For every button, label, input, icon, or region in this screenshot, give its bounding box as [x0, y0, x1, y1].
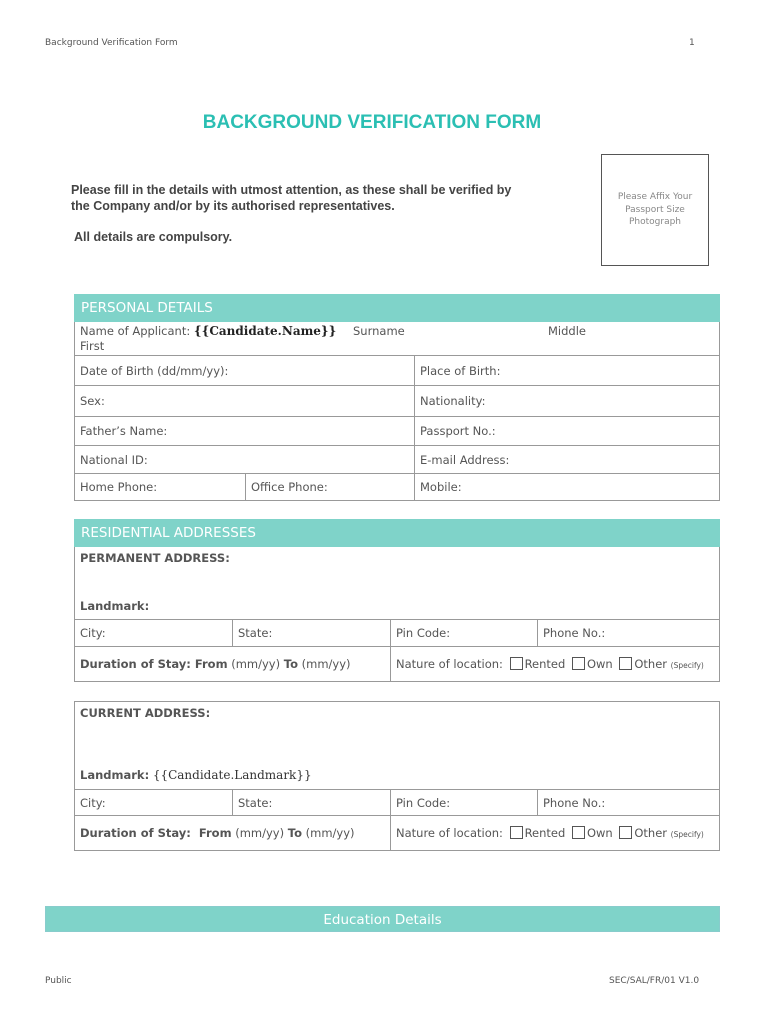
- office-phone-field[interactable]: Office Phone:: [246, 474, 415, 501]
- current-specify-note: (Specify): [670, 830, 704, 839]
- personal-details-heading: PERSONAL DETAILS: [75, 295, 720, 322]
- photo-instructions: [610, 191, 700, 229]
- permanent-duration-from: (mm/yy): [231, 657, 281, 671]
- home-phone-field[interactable]: Home Phone:: [75, 474, 246, 501]
- residential-addresses-table: [74, 519, 720, 682]
- current-own-checkbox[interactable]: [572, 826, 585, 839]
- education-details-heading: Education Details: [45, 906, 720, 932]
- applicant-name-label: Name of Applicant:: [80, 324, 191, 338]
- current-address-field[interactable]: [75, 702, 720, 790]
- current-duration-field[interactable]: [75, 816, 391, 851]
- current-rented-label: Rented: [524, 826, 566, 840]
- intro-line-1: Please fill in the details with utmost attention, as these shall be verified by: [71, 183, 512, 197]
- permanent-address-label: PERMANENT ADDRESS:: [80, 551, 230, 565]
- permanent-duration-to-label: To: [283, 657, 298, 671]
- permanent-other-label: Other: [634, 657, 668, 671]
- personal-details-table: [74, 294, 720, 501]
- middle-label: Middle: [548, 324, 586, 338]
- photo-line-2: Passport Size: [625, 204, 685, 215]
- current-nature-field: [391, 816, 720, 851]
- header-doc-title: Background Verification Form: [45, 38, 178, 48]
- permanent-city-field[interactable]: City:: [75, 620, 233, 647]
- permanent-duration-field[interactable]: [75, 647, 391, 682]
- permanent-specify-note: (Specify): [670, 661, 704, 670]
- current-other-label: Other: [634, 826, 668, 840]
- photo-line-1: Please Affix Your: [617, 192, 693, 203]
- permanent-nature-field: [391, 647, 720, 682]
- national-id-field[interactable]: National ID:: [75, 446, 415, 474]
- permanent-duration-label: Duration of Stay: From: [80, 657, 228, 671]
- place-of-birth-field[interactable]: Place of Birth:: [415, 356, 720, 386]
- residential-heading: RESIDENTIAL ADDRESSES: [75, 520, 720, 547]
- permanent-own-label: Own: [586, 657, 613, 671]
- current-duration-label: Duration of Stay: From: [80, 826, 232, 840]
- current-own-label: Own: [586, 826, 613, 840]
- nationality-field[interactable]: Nationality:: [415, 386, 720, 417]
- footer-doc-code: SEC/SAL/FR/01 V1.0: [609, 976, 700, 986]
- compulsory-note: All details are compulsory.: [74, 230, 233, 244]
- permanent-rented-checkbox[interactable]: [510, 657, 523, 670]
- photo-line-3: Photograph: [628, 217, 682, 228]
- current-nature-label: Nature of location:: [396, 826, 503, 840]
- current-address-table: [74, 701, 720, 851]
- email-field[interactable]: E-mail Address:: [415, 446, 720, 474]
- father-name-field[interactable]: Father’s Name:: [75, 417, 415, 446]
- applicant-name-cell[interactable]: [75, 322, 720, 356]
- form-title: BACKGROUND VERIFICATION FORM: [202, 112, 542, 133]
- permanent-duration-to: (mm/yy): [301, 657, 351, 671]
- current-landmark-value: {{Candidate.Landmark}}: [152, 768, 312, 782]
- permanent-own-checkbox[interactable]: [572, 657, 585, 670]
- current-other-checkbox[interactable]: [619, 826, 632, 839]
- current-city-field[interactable]: City:: [75, 790, 233, 816]
- permanent-address-field[interactable]: [75, 547, 720, 620]
- permanent-nature-label: Nature of location:: [396, 657, 503, 671]
- permanent-phone-field[interactable]: Phone No.:: [538, 620, 720, 647]
- current-duration-to: (mm/yy): [305, 826, 355, 840]
- header-page-number: 1: [689, 38, 695, 48]
- current-duration-from: (mm/yy): [235, 826, 285, 840]
- current-state-field[interactable]: State:: [233, 790, 391, 816]
- passport-field[interactable]: Passport No.:: [415, 417, 720, 446]
- intro-line-2: the Company and/or by its authorised representatives.: [71, 199, 395, 213]
- permanent-landmark-label: Landmark:: [80, 599, 150, 613]
- current-pin-field[interactable]: Pin Code:: [391, 790, 538, 816]
- current-landmark-label: Landmark:: [80, 768, 150, 782]
- first-label: First: [80, 339, 105, 353]
- current-rented-checkbox[interactable]: [510, 826, 523, 839]
- mobile-field[interactable]: Mobile:: [415, 474, 720, 501]
- permanent-state-field[interactable]: State:: [233, 620, 391, 647]
- current-phone-field[interactable]: Phone No.:: [538, 790, 720, 816]
- current-address-label: CURRENT ADDRESS:: [80, 706, 211, 720]
- intro-text: [71, 182, 571, 214]
- current-duration-to-label: To: [287, 826, 302, 840]
- applicant-name-value: {{Candidate.Name}}: [193, 324, 337, 338]
- footer-classification: Public: [45, 976, 72, 986]
- permanent-rented-label: Rented: [524, 657, 566, 671]
- dob-field[interactable]: Date of Birth (dd/mm/yy):: [75, 356, 415, 386]
- sex-field[interactable]: Sex:: [75, 386, 415, 417]
- photo-box: [601, 154, 709, 266]
- permanent-pin-field[interactable]: Pin Code:: [391, 620, 538, 647]
- permanent-other-checkbox[interactable]: [619, 657, 632, 670]
- surname-label: Surname: [353, 324, 405, 338]
